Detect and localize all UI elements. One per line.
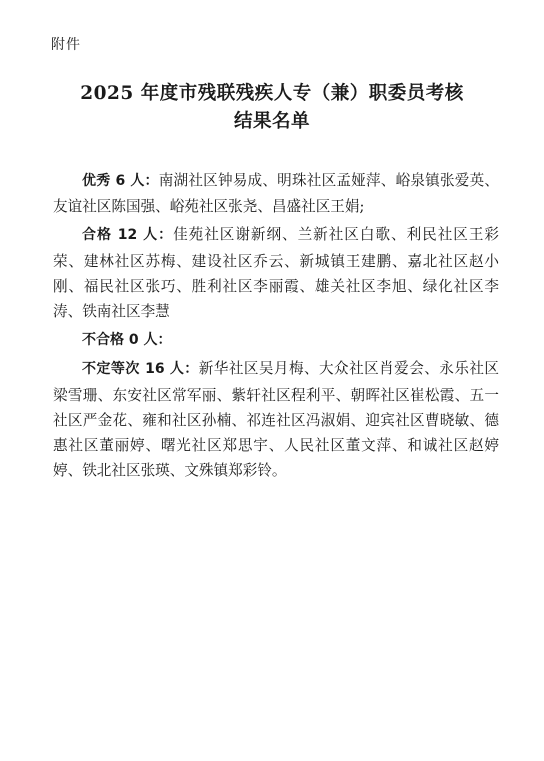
section-names: 新华社区吴月梅、大众社区肖爱会、永乐社区梁雪珊、东安社区常军丽、紫轩社区程利平、朝晖社区崔松霞、五一社区严金花、雍和社区孙楠、祁连社区冯淑娟、迎宾社区曹晓敏、德惠社区董丽婷、曙光社区郑思宇、人民社区董文萍、和诚社区赵婷婷、铁北社区张瑛、文殊镇郑彩铃。 [53, 360, 499, 480]
document-title [40, 80, 504, 136]
result-list [53, 168, 499, 486]
section-qualified [53, 222, 499, 324]
section-names: 佳苑社区谢新纲、兰新社区白歌、利民社区王彩荣、建林社区苏梅、建设社区乔云、新城镇王建鹏、嘉北社区赵小刚、福民社区张巧、胜利社区李丽霞、雄关社区李旭、绿化社区李涛、铁南社区李慧 [53, 226, 499, 321]
section-ungraded [53, 356, 499, 483]
section-label: 不合格 0 人： [82, 332, 172, 349]
title-line-1: 2025 年度市残联残疾人专（兼）职委员考核 [80, 83, 464, 104]
section-label: 优秀 6 人： [82, 173, 159, 189]
section-excellent [53, 168, 499, 219]
section-unqualified [53, 327, 499, 353]
section-label: 合格 12 人： [82, 227, 174, 244]
section-names: 南湖社区钟易成、明珠社区孟娅萍、峪泉镇张爱英、友谊社区陈国强、峪苑社区张尧、昌盛社区王娟; [53, 172, 499, 216]
section-label: 不定等次 16 人： [82, 361, 199, 378]
attachment-label: 附件 [51, 37, 81, 53]
title-line-2: 结果名单 [233, 111, 310, 132]
